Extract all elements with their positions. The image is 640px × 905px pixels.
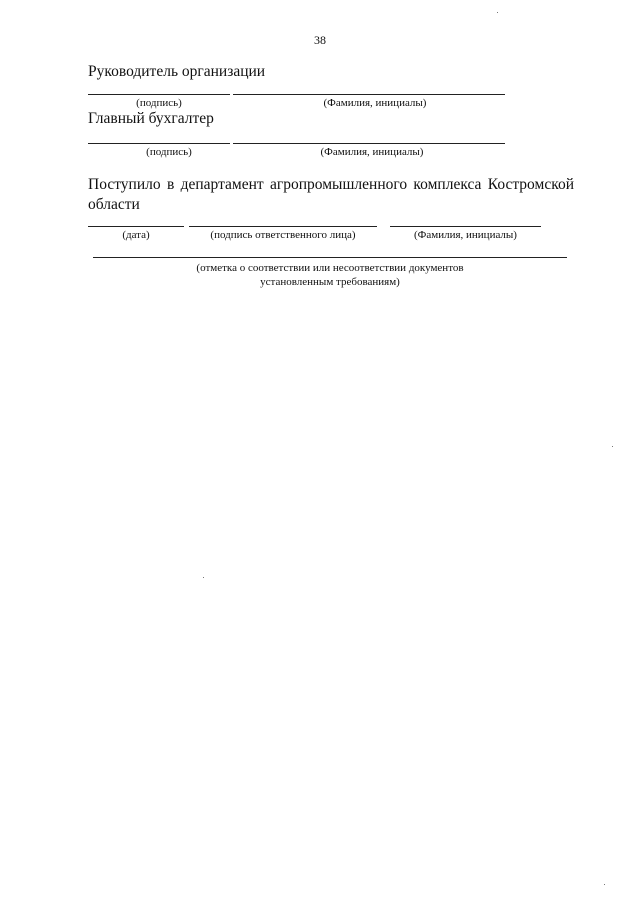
signature-line	[88, 94, 230, 95]
name-caption: (Фамилия, инициалы)	[414, 229, 517, 241]
name-caption: (Фамилия, инициалы)	[323, 97, 427, 109]
received-text: Поступило в департамент агропромышленного комплекса Костромской области	[88, 176, 574, 213]
chief-accountant-title: Главный бухгалтер	[88, 110, 214, 127]
date-caption: (дата)	[122, 229, 150, 241]
scan-speck	[497, 12, 498, 13]
signature-line	[88, 143, 230, 144]
responsible-signature-caption: (подпись ответственного лица)	[210, 229, 356, 241]
name-line	[233, 143, 505, 144]
scan-speck	[612, 446, 613, 447]
responsible-signature-line	[189, 226, 377, 227]
compliance-note: (отметка о соответствии или несоответствии документов установленным требованиям)	[196, 262, 464, 288]
date-line	[88, 226, 184, 227]
page-number: 38	[314, 33, 326, 47]
scan-speck	[203, 577, 204, 578]
name-caption: (Фамилия, инициалы)	[320, 146, 424, 158]
compliance-line	[93, 257, 567, 258]
scan-speck	[604, 884, 605, 885]
signature-caption: (подпись)	[136, 97, 182, 109]
name-line	[390, 226, 541, 227]
signature-caption: (подпись)	[146, 146, 192, 158]
name-line	[233, 94, 505, 95]
head-of-org-title: Руководитель организации	[88, 63, 266, 80]
